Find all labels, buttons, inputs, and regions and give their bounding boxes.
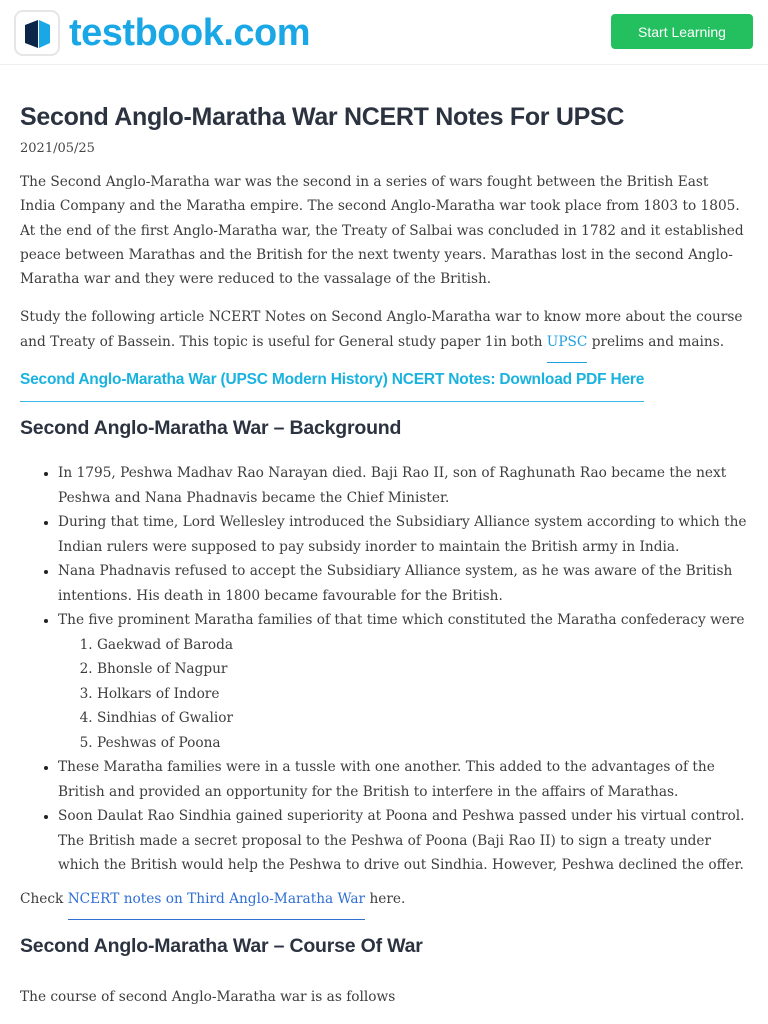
article <box>0 101 768 1009</box>
study-text-before: Study the following article NCERT Notes on Second Anglo-Maratha war to know more about the course and Treaty of Bassein. This topic is useful for General study paper 1in both <box>20 309 743 350</box>
family-item: 3. Holkars of Indore <box>97 682 748 707</box>
list-item: • These Maratha families were in a tussle with one another. This added to the advantages of the British and provided an opportunity for the British to interfere in the affairs of Marathas. <box>58 755 748 804</box>
publish-date: 2021/05/25 <box>20 141 95 156</box>
testbook-logo-icon <box>14 10 60 56</box>
family-item: 4. Sindhias of Gwalior <box>97 706 748 731</box>
check-text-after: here. <box>365 890 406 907</box>
site-logo[interactable] <box>14 10 310 56</box>
check-paragraph <box>20 887 748 911</box>
upsc-link[interactable]: UPSC <box>547 330 588 354</box>
list-item: • Nana Phadnavis refused to accept the Subsidiary Alliance system, as he was aware of the British intentions. His death in 1800 became favourable for the British. <box>58 559 748 608</box>
third-war-notes-link[interactable]: NCERT notes on Third Anglo-Maratha War <box>68 887 365 911</box>
family-item: 1. Gaekwad of Baroda <box>97 633 748 658</box>
list-item: • In 1795, Peshwa Madhav Rao Narayan died. Baji Rao II, son of Raghunath Rao became the next Peshwa and Nana Phadnavis became the Chief Minister. <box>58 461 748 510</box>
start-learning-button[interactable]: Start Learning <box>611 14 753 49</box>
family-item: 5. Peshwas of Poona <box>97 731 748 756</box>
background-list <box>20 461 748 878</box>
page-title: Second Anglo-Maratha War NCERT Notes For UPSC <box>20 103 625 131</box>
check-text-before: Check <box>20 890 68 907</box>
list-item <box>58 608 748 755</box>
maratha-families-list <box>58 633 748 756</box>
logo-text: testbook.com <box>69 12 311 54</box>
course-intro: The course of second Anglo-Maratha war is as follows <box>20 988 396 1005</box>
list-item: • During that time, Lord Wellesley introduced the Subsidiary Alliance system according to which the Indian rulers were supposed to pay subsidy inorder to maintain the British army in India. <box>58 510 748 559</box>
course-heading: Second Anglo-Maratha War – Course Of War <box>20 934 423 957</box>
list-item-text: The five prominent Maratha families of that time which constituted the Maratha confederacy were <box>58 612 745 629</box>
intro-paragraph: The Second Anglo-Maratha war was the second in a series of wars fought between the British East India Company and the Maratha empire. The second Anglo-Maratha war took place from 1803 to 1805. At the end of the first Anglo-Maratha war, the Treaty of Salbai was concluded in 1782 and it established peace between Marathas and the British for the next twenty years. Marathas lost in the second Anglo-Maratha war and they were reduced to the vassalage of the British. <box>20 174 744 288</box>
site-header <box>0 0 768 65</box>
download-pdf-link[interactable]: Second Anglo-Maratha War (UPSC Modern History) NCERT Notes: Download PDF Here <box>20 368 644 402</box>
list-item: • Soon Daulat Rao Sindhia gained superiority at Poona and Peshwa passed under his virtual control. The British made a secret proposal to the Peshwa of Poona (Baji Rao II) to sign a treaty under which the British would help the Peshwa to drive out Sindhia. However, Peshwa declined the offer. <box>58 804 748 878</box>
study-text-after: prelims and mains. <box>587 333 725 350</box>
background-heading: Second Anglo-Maratha War – Background <box>20 417 402 440</box>
study-paragraph <box>20 305 748 354</box>
family-item: 2. Bhonsle of Nagpur <box>97 657 748 682</box>
